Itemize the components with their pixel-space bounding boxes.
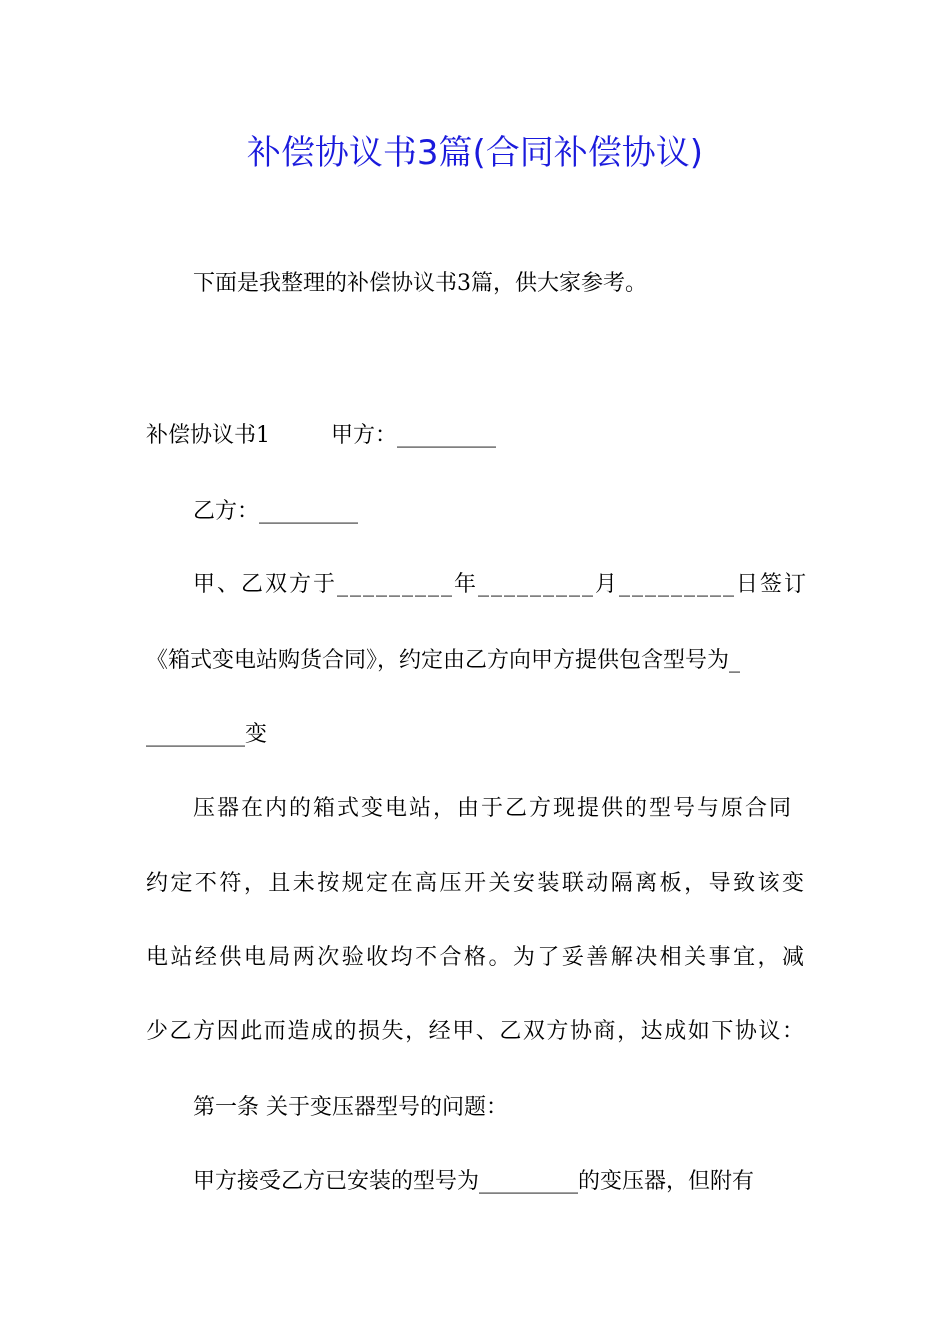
paragraph-line: 甲方接受乙方已安装的型号为_________的变压器，但附有 [193,1169,755,1194]
party-a-line: 甲方：_________ [331,423,497,448]
paragraph-line: 电站经供电局两次验收均不合格。为了妥善解决相关事宜，减 [146,945,804,970]
paragraph-line: 压器在内的箱式变电站，由于乙方现提供的型号与原合同 [193,796,794,821]
paragraph-line: 《箱式变电站购货合同》，约定由乙方向甲方提供包含型号为_ [146,648,741,673]
party-b-line: 乙方：_________ [193,499,359,524]
paragraph-line: 甲、乙双方于_________年_________月_________日签订 [193,572,809,597]
document-title: 补偿协议书3篇(合同补偿协议) [246,133,704,173]
paragraph-line: 约定不符，且未按规定在高压开关安装联动隔离板，导致该变 [146,871,804,896]
paragraph-line: _________变 [146,722,268,747]
intro-paragraph: 下面是我整理的补偿协议书3篇，供大家参考。 [193,271,647,296]
section-heading: 补偿协议书1 [146,423,270,448]
article-heading: 第一条 关于变压器型号的问题： [193,1095,508,1120]
paragraph-line: 少乙方因此而造成的损失，经甲、乙双方协商，达成如下协议： [146,1019,804,1044]
